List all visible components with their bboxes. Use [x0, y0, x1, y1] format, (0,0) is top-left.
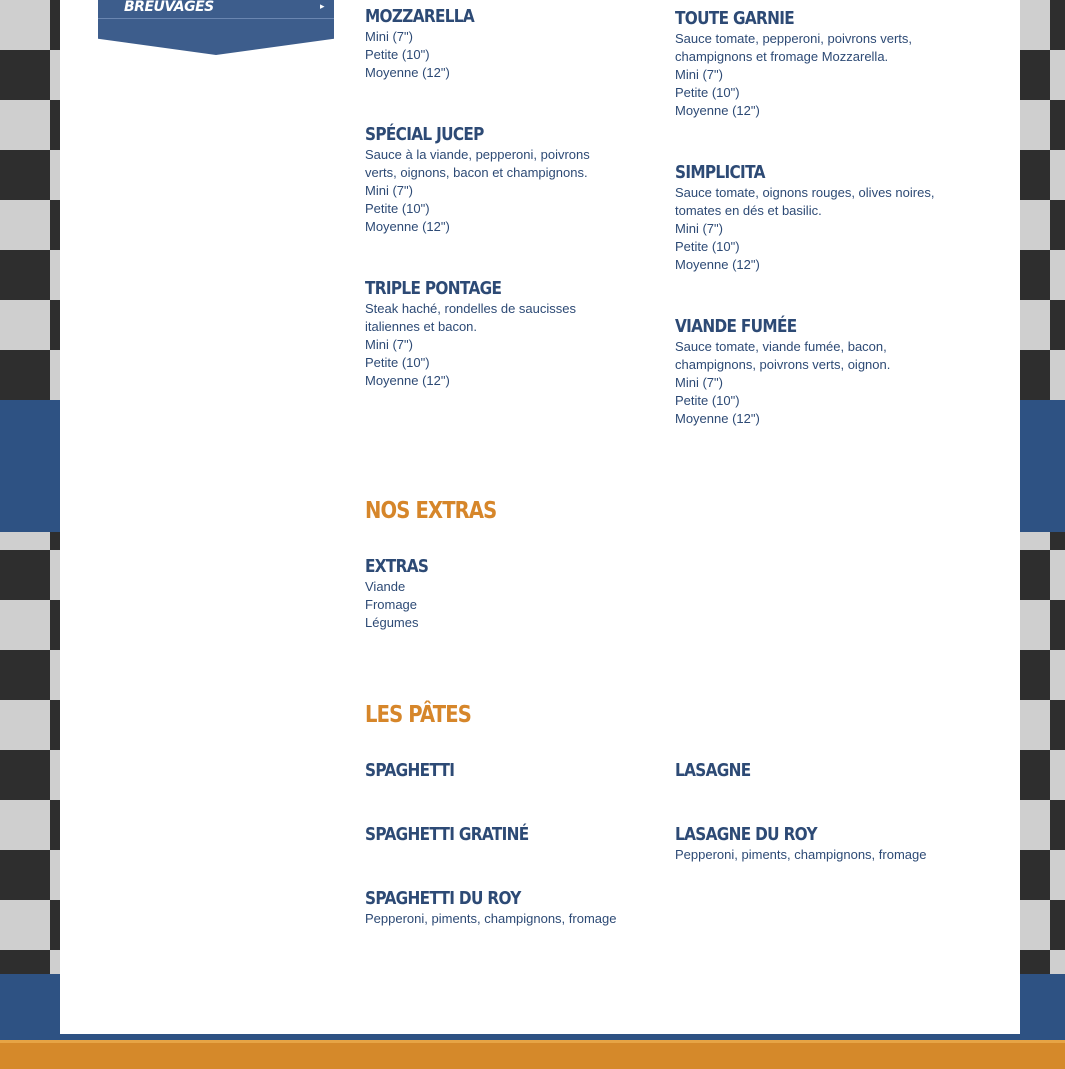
size-option: Moyenne (12") [675, 411, 760, 426]
item-name: LASAGNE [675, 760, 751, 781]
item-description: Sauce tomate, viande fumée, bacon, champignons, poivrons verts, oignon. [675, 339, 891, 372]
menu-item-triple-pontage [365, 278, 615, 390]
size-option: Mini (7") [675, 375, 723, 390]
menu-item-special-jucep [365, 124, 615, 236]
menu-item-viande-fumee [675, 316, 915, 428]
menu-item-spaghetti-du-roy [365, 888, 645, 928]
extra-option: Viande [365, 579, 406, 594]
size-option: Moyenne (12") [365, 219, 450, 234]
extra-option: Légumes [365, 615, 419, 630]
item-description: Sauce tomate, oignons rouges, olives noires, tomates en dés et basilic. [675, 185, 935, 218]
item-description: Sauce tomate, pepperoni, poivrons verts, champignons et fromage Mozzarella. [675, 31, 913, 64]
menu-item-lasagne [675, 760, 955, 782]
size-option: Moyenne (12") [365, 65, 450, 80]
menu-item-spaghetti [365, 760, 645, 782]
size-option: Petite (10") [365, 201, 430, 216]
item-description: Pepperoni, piments, champignons, fromage [675, 847, 927, 862]
size-option: Petite (10") [675, 239, 740, 254]
size-option: Mini (7") [675, 67, 723, 82]
item-description: Steak haché, rondelles de saucisses italiennes et bacon. [365, 301, 577, 334]
menu-item-lasagne-du-roy [675, 824, 955, 864]
size-option: Mini (7") [365, 337, 413, 352]
item-name: SPÉCIAL JUCEP [365, 124, 484, 145]
menu-item-spaghetti-gratine [365, 824, 645, 846]
section-title-extras: NOS EXTRAS [365, 498, 497, 524]
size-option: Moyenne (12") [365, 373, 450, 388]
content-page [60, 0, 1020, 1034]
item-description: Sauce à la viande, pepperoni, poivrons verts, oignons, bacon et champignons. [365, 147, 590, 180]
item-name: TRIPLE PONTAGE [365, 278, 502, 299]
menu-item-simplicita [675, 162, 945, 274]
size-option: Moyenne (12") [675, 103, 760, 118]
menu-item-toute-garnie [675, 8, 945, 120]
size-option: Mini (7") [365, 29, 413, 44]
item-name: TOUTE GARNIE [675, 8, 795, 29]
size-option: Petite (10") [365, 355, 430, 370]
item-name: MOZZARELLA [365, 6, 475, 27]
menu-item-extras [365, 556, 645, 632]
item-name: SIMPLICITA [675, 162, 765, 183]
item-name: SPAGHETTI DU ROY [365, 888, 521, 909]
size-option: Mini (7") [365, 183, 413, 198]
item-name: VIANDE FUMÉE [675, 316, 797, 337]
size-option: Petite (10") [675, 85, 740, 100]
item-name: EXTRAS [365, 556, 429, 577]
nav-item-label: BREUVAGES [124, 0, 214, 15]
nav-ribbon-tail [98, 19, 334, 55]
chevron-right-icon: ▸ [319, 2, 324, 12]
menu-item-mozzarella [365, 6, 645, 82]
item-name: LASAGNE DU ROY [675, 824, 817, 845]
size-option: Petite (10") [365, 47, 430, 62]
extra-option: Fromage [365, 597, 418, 612]
item-name: SPAGHETTI [365, 760, 455, 781]
item-name: SPAGHETTI GRATINÉ [365, 824, 529, 845]
footer-orange-bar [0, 1040, 1065, 1069]
size-option: Moyenne (12") [675, 257, 760, 272]
size-option: Petite (10") [675, 393, 740, 408]
nav-item-breuvages[interactable] [98, 0, 334, 19]
sidebar-nav [98, 0, 334, 55]
section-title-pasta: LES PÂTES [365, 702, 471, 728]
size-option: Mini (7") [675, 221, 723, 236]
item-description: Pepperoni, piments, champignons, fromage [365, 911, 617, 926]
